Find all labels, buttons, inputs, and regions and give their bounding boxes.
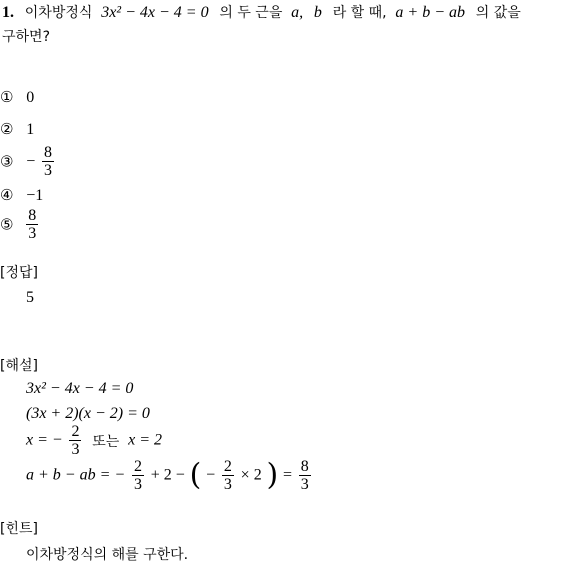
choice-value: 0: [26, 89, 35, 106]
question-line-2: 구하면?: [2, 29, 51, 45]
expr-part: x = −: [26, 431, 63, 449]
explanation-line-4: [26, 458, 313, 493]
choice-marker: ④: [0, 186, 14, 204]
expr-part: =: [282, 466, 293, 484]
root-b: b: [313, 4, 322, 21]
fraction-denominator: 3: [71, 441, 80, 458]
paren-open: (: [189, 457, 202, 493]
paren-close: ): [266, 457, 279, 493]
explanation-line-1: 3x² − 4x − 4 = 0: [26, 380, 134, 397]
fraction: [299, 458, 311, 493]
question-line-1: [2, 2, 521, 22]
fraction-numerator: 2: [71, 423, 80, 440]
explanation-label: [해설]: [0, 358, 38, 374]
expr-part: a + b − ab = −: [26, 466, 126, 484]
fraction-numerator: 8: [300, 458, 309, 475]
choice-marker: ⑤: [0, 215, 14, 234]
question-text: 의 값을: [475, 5, 521, 21]
choice-3[interactable]: [0, 144, 56, 179]
fraction-numerator: 8: [28, 207, 37, 224]
fraction: [69, 423, 81, 458]
hint-text: 이차방정식의 해를 구한다.: [26, 547, 189, 563]
answer-label: [정답]: [0, 265, 38, 281]
explanation-line-2: (3x + 2)(x − 2) = 0: [26, 405, 150, 422]
fraction: [222, 458, 234, 493]
fraction-numerator: 2: [223, 458, 232, 475]
choice-marker: ①: [0, 88, 14, 106]
question-text: 의 두 근을: [219, 5, 283, 21]
expr-connector: 또는: [92, 433, 120, 450]
choice-marker: ②: [0, 120, 14, 138]
question-expression: a + b − ab: [395, 4, 466, 21]
explanation-line-3: [26, 423, 162, 458]
choice-value: −1: [26, 187, 44, 204]
choice-1[interactable]: [0, 88, 34, 107]
expr-part: −: [206, 466, 216, 484]
choice-fraction: [26, 207, 38, 242]
choice-sign: −: [26, 152, 36, 170]
question-equation: 3x² − 4x − 4 = 0: [101, 4, 209, 21]
choice-4[interactable]: [0, 186, 43, 205]
fraction-denominator: 3: [44, 162, 53, 179]
choice-marker: ③: [0, 152, 14, 171]
choice-5[interactable]: [0, 207, 40, 242]
fraction: [132, 458, 144, 493]
answer-value: 5: [26, 289, 34, 306]
expr-part: × 2: [240, 466, 262, 484]
fraction-numerator: 8: [44, 144, 53, 161]
choice-fraction: [42, 144, 54, 179]
expr-part: + 2 −: [150, 466, 185, 484]
fraction-denominator: 3: [223, 476, 232, 493]
choice-value: 1: [26, 121, 35, 138]
fraction-denominator: 3: [28, 225, 37, 242]
hint-label: [힌트]: [0, 521, 38, 537]
question-text: 이차방정식: [24, 5, 93, 21]
question-number: 1.: [2, 4, 14, 21]
expr-part: x = 2: [128, 431, 163, 449]
fraction-denominator: 3: [133, 476, 142, 493]
choice-2[interactable]: [0, 120, 34, 139]
fraction-numerator: 2: [133, 458, 142, 475]
fraction-denominator: 3: [300, 476, 309, 493]
root-a: a,: [291, 4, 304, 21]
question-text: 라 할 때,: [332, 5, 387, 21]
